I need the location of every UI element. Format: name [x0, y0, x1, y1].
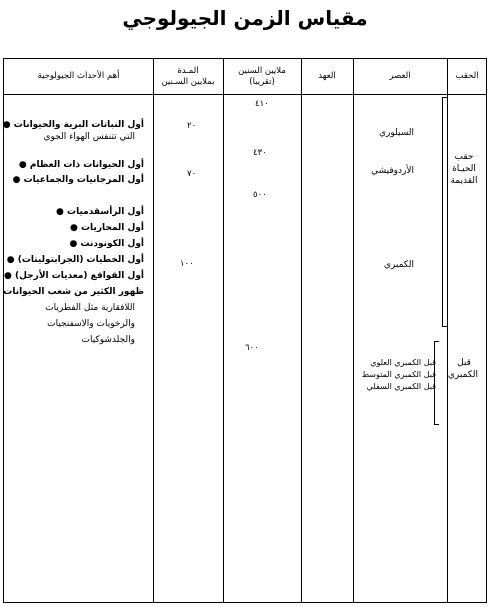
- period-cambrian: الكمبري: [383, 260, 414, 270]
- header-era: العصر: [389, 71, 411, 81]
- header-eon: الحقب: [455, 71, 479, 81]
- mya-value: ٤٣٠: [253, 148, 267, 158]
- header-mya-line1: ملايين السنين: [238, 65, 286, 76]
- period-middle-precambrian: قبل الكمبري المتوسط: [361, 370, 436, 379]
- event-item-continuation: والرخويات والاسفنجيات: [47, 319, 135, 329]
- period-lower-precambrian: قبل الكمبري السفلي: [366, 382, 436, 391]
- mya-value: ٤١٠: [255, 99, 269, 109]
- mya-value: ٥٠٠: [253, 190, 267, 200]
- event-item: أول النباتات البرية والحيوانات ●: [2, 120, 144, 130]
- event-item: أول المرجانيات والجماعيات ●: [12, 175, 144, 185]
- header-events: أهم الأحداث الجيولوجية: [37, 71, 120, 81]
- header-mya: [223, 59, 301, 94]
- eon-paleozoic-line1: حقب: [454, 152, 474, 162]
- eon-precambrian-line2: الكمبري: [447, 370, 478, 380]
- event-item: أول الحيوانات ذات العظام ●: [18, 160, 144, 170]
- mya-value: ٦٠٠: [245, 343, 259, 353]
- event-item-continuation: والجلدشوكيات: [81, 335, 135, 345]
- header-epoch: العهد: [318, 71, 336, 81]
- period-ordovician: الأردوفيشي: [371, 166, 414, 176]
- header-mya-line2: (تقريبا): [249, 76, 275, 87]
- period-upper-precambrian: قبل الكمبري العلوي: [370, 358, 436, 367]
- geologic-time-table: [3, 58, 487, 603]
- eon-paleozoic-line2: الحيـاة: [452, 164, 476, 174]
- event-item: أول الرأسقدميات ●: [56, 207, 144, 217]
- event-item: أول المحاريات ●: [70, 223, 144, 233]
- duration-value: ١٠٠: [180, 259, 194, 269]
- eon-precambrian: [447, 357, 478, 381]
- event-item: أول الكونودنت ●: [69, 239, 144, 249]
- header-duration: [153, 59, 223, 94]
- event-item: ظهور الكثير من شعب الحيوانات: [3, 287, 144, 297]
- event-item: أول القواقع (معديات الأرجل) ●: [4, 271, 144, 281]
- column-divider: [447, 59, 448, 602]
- duration-value: ٧٠: [187, 169, 197, 179]
- eon-bracket: [442, 97, 447, 327]
- eon-paleozoic: [450, 151, 478, 187]
- event-item-continuation: اللافقارية مثل الفطريات: [45, 303, 135, 313]
- period-silurian: السيلوري: [378, 128, 414, 138]
- header-duration-line1: المـدة: [177, 65, 199, 76]
- page-title: مقياس الزمن الجيولوجي: [122, 6, 368, 30]
- duration-value: ٢٠: [187, 121, 197, 131]
- eon-precambrian-line1: قبل: [457, 358, 471, 368]
- column-divider: [153, 59, 154, 602]
- header-duration-line2: بملايين السـنين: [161, 76, 215, 87]
- event-item-continuation: التي تتنفس الهواء الجوي: [43, 132, 135, 142]
- column-divider: [301, 59, 302, 602]
- eon-paleozoic-line3: القديمة: [450, 176, 478, 186]
- event-item: أول الخطيات (الجرابتوليتات) ●: [6, 255, 144, 265]
- column-divider: [353, 59, 354, 602]
- column-divider: [223, 59, 224, 602]
- header-divider: [4, 94, 486, 95]
